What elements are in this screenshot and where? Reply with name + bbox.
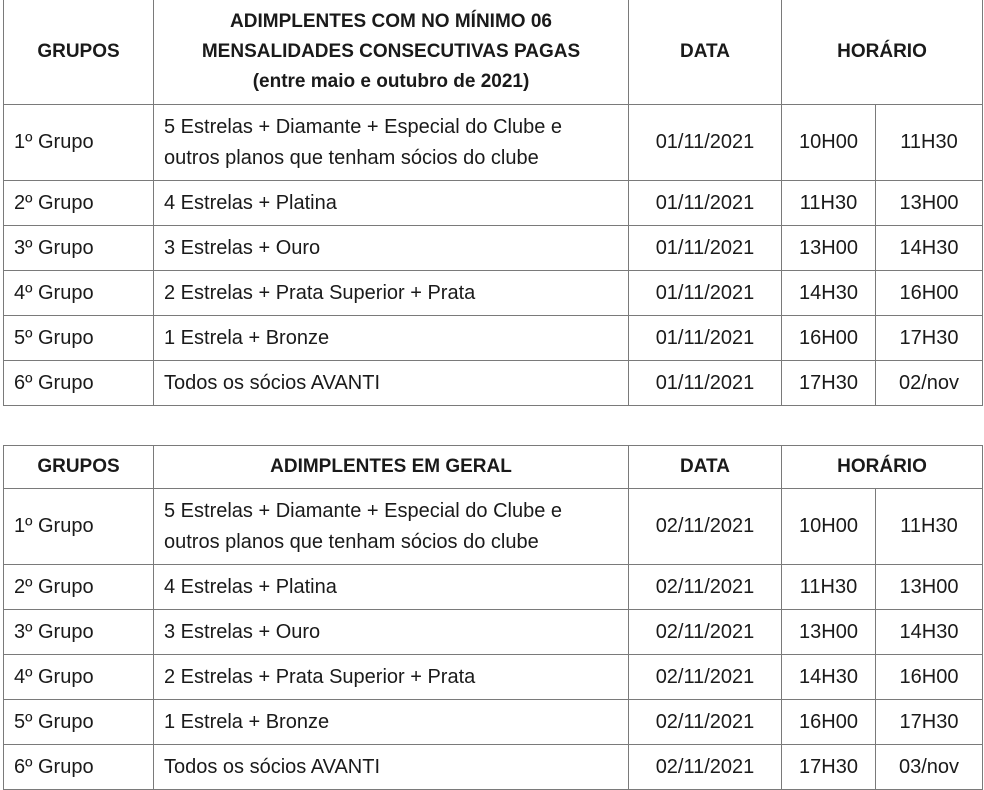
start-time-cell: 13H00 — [782, 610, 876, 655]
group-cell: 5º Grupo — [4, 316, 154, 361]
start-time-cell: 11H30 — [782, 181, 876, 226]
table-header-row — [4, 0, 983, 105]
end-time-cell: 02/nov — [876, 361, 983, 406]
date-cell: 02/11/2021 — [629, 655, 782, 700]
plan-line: outros planos que tenham sócios do clube — [164, 146, 539, 169]
table-row — [4, 489, 983, 565]
end-time-cell: 17H30 — [876, 316, 983, 361]
date-cell: 02/11/2021 — [629, 610, 782, 655]
group-cell: 2º Grupo — [4, 565, 154, 610]
table-row — [4, 271, 983, 316]
plan-line: 5 Estrelas + Diamante + Especial do Clube e — [164, 115, 562, 138]
start-time-cell: 10H00 — [782, 105, 876, 181]
plan-cell — [154, 489, 629, 565]
date-cell: 01/11/2021 — [629, 105, 782, 181]
header-plan-line: MENSALIDADES CONSECUTIVAS PAGAS — [201, 40, 581, 62]
group-cell: 6º Grupo — [4, 361, 154, 406]
end-time-cell: 14H30 — [876, 610, 983, 655]
table-row — [4, 316, 983, 361]
end-time-cell: 14H30 — [876, 226, 983, 271]
plan-cell: 1 Estrela + Bronze — [154, 700, 629, 745]
plan-cell: Todos os sócios AVANTI — [154, 361, 629, 406]
group-cell: 1º Grupo — [4, 105, 154, 181]
header-groups: GRUPOS — [4, 0, 154, 105]
group-cell: 6º Grupo — [4, 745, 154, 790]
plan-line: 5 Estrelas + Diamante + Especial do Clube e — [164, 499, 562, 522]
header-date: DATA — [629, 0, 782, 105]
group-cell: 3º Grupo — [4, 610, 154, 655]
start-time-cell: 13H00 — [782, 226, 876, 271]
table-row — [4, 565, 983, 610]
date-cell: 02/11/2021 — [629, 700, 782, 745]
header-plan-line: ADIMPLENTES COM NO MÍNIMO 06 — [230, 10, 552, 32]
group-cell: 2º Grupo — [4, 181, 154, 226]
date-cell: 01/11/2021 — [629, 181, 782, 226]
table-row — [4, 181, 983, 226]
group-cell: 1º Grupo — [4, 489, 154, 565]
table-row — [4, 361, 983, 406]
plan-cell: 2 Estrelas + Prata Superior + Prata — [154, 655, 629, 700]
group-cell: 5º Grupo — [4, 700, 154, 745]
plan-cell — [154, 105, 629, 181]
end-time-cell: 17H30 — [876, 700, 983, 745]
plan-cell: 4 Estrelas + Platina — [154, 181, 629, 226]
schedule-table-general — [3, 445, 983, 790]
plan-line: outros planos que tenham sócios do clube — [164, 530, 539, 553]
table-row — [4, 226, 983, 271]
header-plan: ADIMPLENTES EM GERAL — [154, 446, 629, 489]
start-time-cell: 17H30 — [782, 361, 876, 406]
header-groups: GRUPOS — [4, 446, 154, 489]
start-time-cell: 16H00 — [782, 700, 876, 745]
header-plan — [154, 0, 629, 105]
table-row — [4, 105, 983, 181]
end-time-cell: 13H00 — [876, 181, 983, 226]
header-time: HORÁRIO — [782, 446, 983, 489]
end-time-cell: 03/nov — [876, 745, 983, 790]
table-row — [4, 745, 983, 790]
start-time-cell: 17H30 — [782, 745, 876, 790]
group-cell: 3º Grupo — [4, 226, 154, 271]
table-row — [4, 655, 983, 700]
table-row — [4, 700, 983, 745]
date-cell: 01/11/2021 — [629, 226, 782, 271]
date-cell: 02/11/2021 — [629, 489, 782, 565]
group-cell: 4º Grupo — [4, 271, 154, 316]
plan-cell: 2 Estrelas + Prata Superior + Prata — [154, 271, 629, 316]
plan-cell: 1 Estrela + Bronze — [154, 316, 629, 361]
start-time-cell: 14H30 — [782, 271, 876, 316]
date-cell: 01/11/2021 — [629, 271, 782, 316]
header-date: DATA — [629, 446, 782, 489]
end-time-cell: 16H00 — [876, 655, 983, 700]
group-cell: 4º Grupo — [4, 655, 154, 700]
date-cell: 02/11/2021 — [629, 745, 782, 790]
plan-cell: 3 Estrelas + Ouro — [154, 610, 629, 655]
table-header-row — [4, 446, 983, 489]
header-time: HORÁRIO — [782, 0, 983, 105]
end-time-cell: 16H00 — [876, 271, 983, 316]
start-time-cell: 10H00 — [782, 489, 876, 565]
header-plan-line: (entre maio e outubro de 2021) — [252, 70, 530, 92]
start-time-cell: 14H30 — [782, 655, 876, 700]
start-time-cell: 16H00 — [782, 316, 876, 361]
table-row — [4, 610, 983, 655]
schedule-table-consecutive-payments — [3, 0, 983, 406]
end-time-cell: 11H30 — [876, 105, 983, 181]
end-time-cell: 11H30 — [876, 489, 983, 565]
plan-cell: 3 Estrelas + Ouro — [154, 226, 629, 271]
date-cell: 01/11/2021 — [629, 316, 782, 361]
start-time-cell: 11H30 — [782, 565, 876, 610]
date-cell: 02/11/2021 — [629, 565, 782, 610]
plan-cell: Todos os sócios AVANTI — [154, 745, 629, 790]
plan-cell: 4 Estrelas + Platina — [154, 565, 629, 610]
end-time-cell: 13H00 — [876, 565, 983, 610]
date-cell: 01/11/2021 — [629, 361, 782, 406]
